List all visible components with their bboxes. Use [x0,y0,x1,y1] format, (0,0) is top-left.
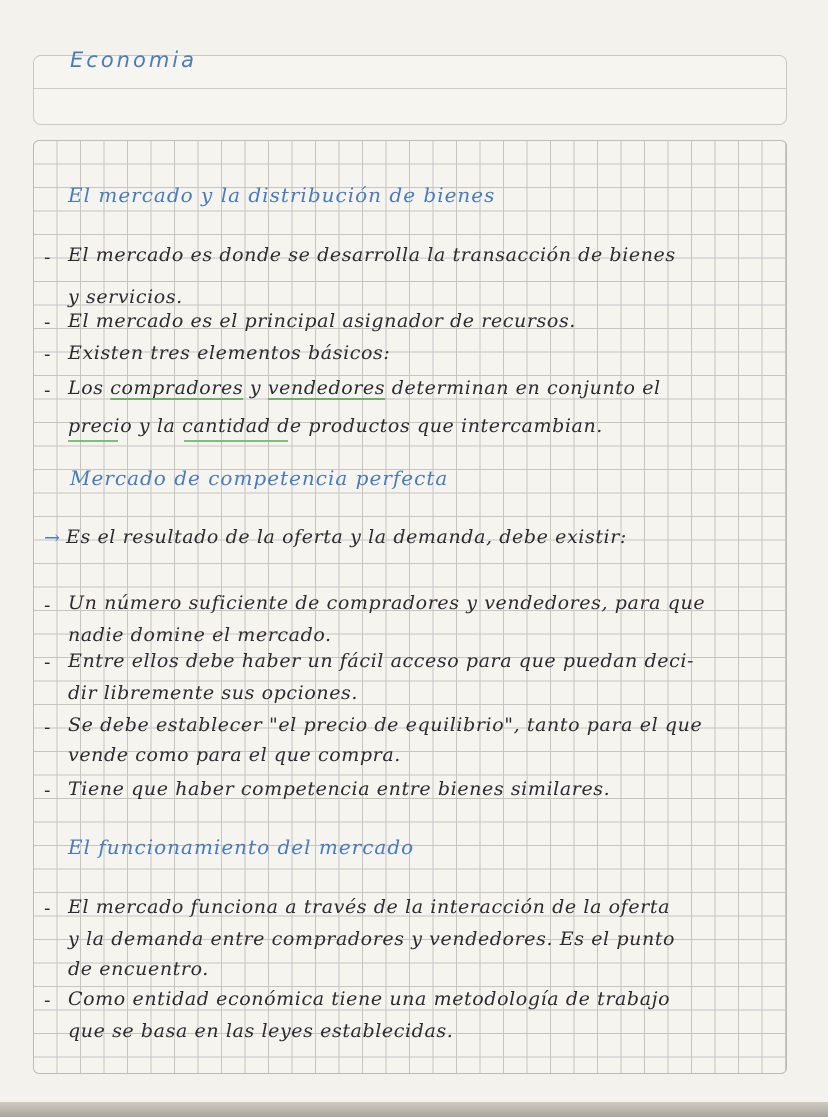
bullet-dash: - [44,780,51,801]
bullet-dash: - [44,247,51,268]
note-line: El mercado funciona a través de la interacción de la oferta [68,896,671,918]
note-line: nadie domine el mercado. [68,624,332,646]
bullet-dash: - [44,595,51,616]
bullet-dash: - [44,344,51,365]
note-word: determinan en conjunto el [391,377,661,399]
note-line: Existen tres elementos básicos: [68,342,391,364]
bullet-dash: - [44,990,51,1011]
note-line: Entre ellos debe haber un fácil acceso para que puedan deci- [68,650,695,672]
bullet-dash: - [44,898,51,919]
underline-cantidad [184,440,288,442]
note-line: Se debe establecer "el precio de equilibrio", tanto para el que [68,714,703,736]
note-line: El mercado es donde se desarrolla la transacción de bienes [68,244,676,266]
header-rule [34,88,786,89]
page-title: Economia [70,48,197,72]
note-line: precio y la cantidad de productos que intercambian. [68,415,603,437]
section-title-competencia: Mercado de competencia perfecta [70,466,449,490]
note-line: Un número suficiente de compradores y vendedores, para que [68,592,706,614]
bullet-dash: - [44,652,51,673]
note-word: Los [68,377,104,399]
note-line: Tiene que haber competencia entre bienes similares. [68,778,611,800]
underline-precio [68,440,118,442]
note-line: que se basa en las leyes establecidas. [68,1020,454,1042]
bullet-dash: - [44,380,51,401]
bullet-dash: - [44,717,51,738]
note-line: y la demanda entre compradores y vendedores. Es el punto [68,928,676,950]
note-line: dir libremente sus opciones. [68,682,359,704]
note-line: Es el resultado de la oferta y la demanda, debe existir: [66,526,627,548]
section-title-mercado: El mercado y la distribución de bienes [68,183,496,207]
note-line: de encuentro. [68,958,209,980]
keyword-vendedores: vendedores [267,377,386,399]
note-line: vende como para el que compra. [68,744,401,766]
bullet-dash: - [44,312,51,333]
note-line: El mercado es el principal asignador de recursos. [68,310,576,332]
note-word: y [249,377,262,399]
arrow-icon: → [44,527,61,549]
note-line: y servicios. [68,286,183,308]
note-line: Como entidad económica tiene una metodología de trabajo [68,988,671,1010]
note-line-actors [68,377,661,399]
section-title-funcionamiento: El funcionamiento del mercado [68,835,415,859]
keyword-compradores: compradores [110,377,244,399]
page-bottom-edge [0,1102,828,1117]
